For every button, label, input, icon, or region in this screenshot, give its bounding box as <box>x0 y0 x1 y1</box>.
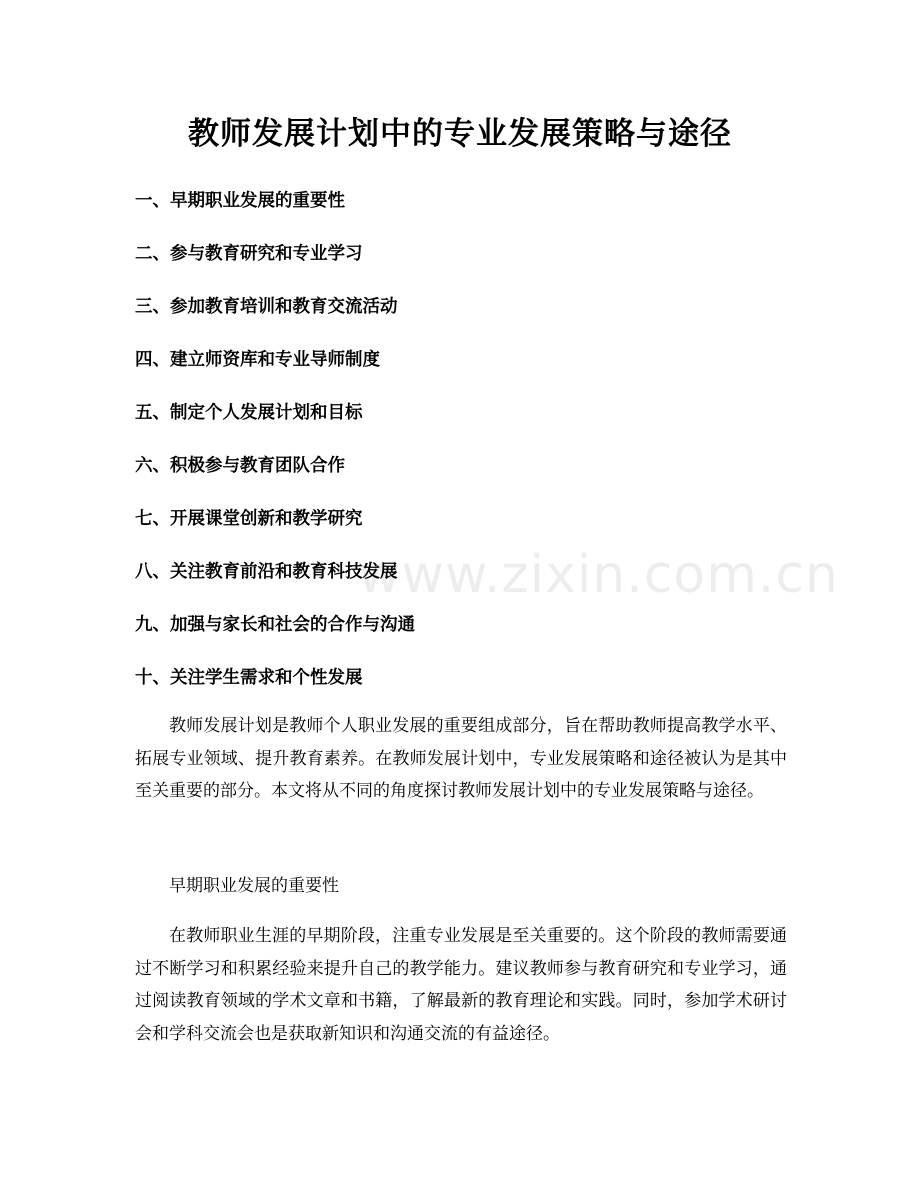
toc-item: 二、参与教育研究和专业学习 <box>135 244 363 264</box>
toc-item: 十、关注学生需求和个性发展 <box>135 668 363 688</box>
toc-item: 三、参加教育培训和教育交流活动 <box>135 297 398 317</box>
table-of-contents <box>135 186 415 716</box>
toc-item: 五、制定个人发展计划和目标 <box>135 403 363 423</box>
toc-item: 一、早期职业发展的重要性 <box>135 191 345 211</box>
section-paragraph: 在教师职业生涯的早期阶段，注重专业发展是至关重要的。这个阶段的教师需要通过不断学习和积累经验来提升自己的教学能力。建议教师参与教育研究和专业学习，通过阅读教育领域的学术文章和书籍，了解最新的教育理论和实践。同时，参加学术研讨会和学科交流会也是获取新知识和沟通交流的有益途径。 <box>135 926 787 1044</box>
intro-paragraph: 教师发展计划是教师个人职业发展的重要组成部分，旨在帮助教师提高教学水平、拓展专业领域、提升教育素养。在教师发展计划中，专业发展策略和途径被认为是其中至关重要的部分。本文将从不同的角度探讨教师发展计划中的专业发展策略与途径。 <box>135 716 787 801</box>
toc-item: 四、建立师资库和专业导师制度 <box>135 350 380 370</box>
toc-item: 九、加强与家长和社会的合作与沟通 <box>135 615 415 635</box>
toc-item: 七、开展课堂创新和教学研究 <box>135 509 363 529</box>
toc-item: 八、关注教育前沿和教育科技发展 <box>135 562 398 582</box>
watermark: www.zixin.com.cn <box>358 545 839 605</box>
document-title: 教师发展计划中的专业发展策略与途径 <box>188 116 732 152</box>
section-heading: 早期职业发展的重要性 <box>169 876 339 896</box>
toc-item: 六、积极参与教育团队合作 <box>135 456 345 476</box>
